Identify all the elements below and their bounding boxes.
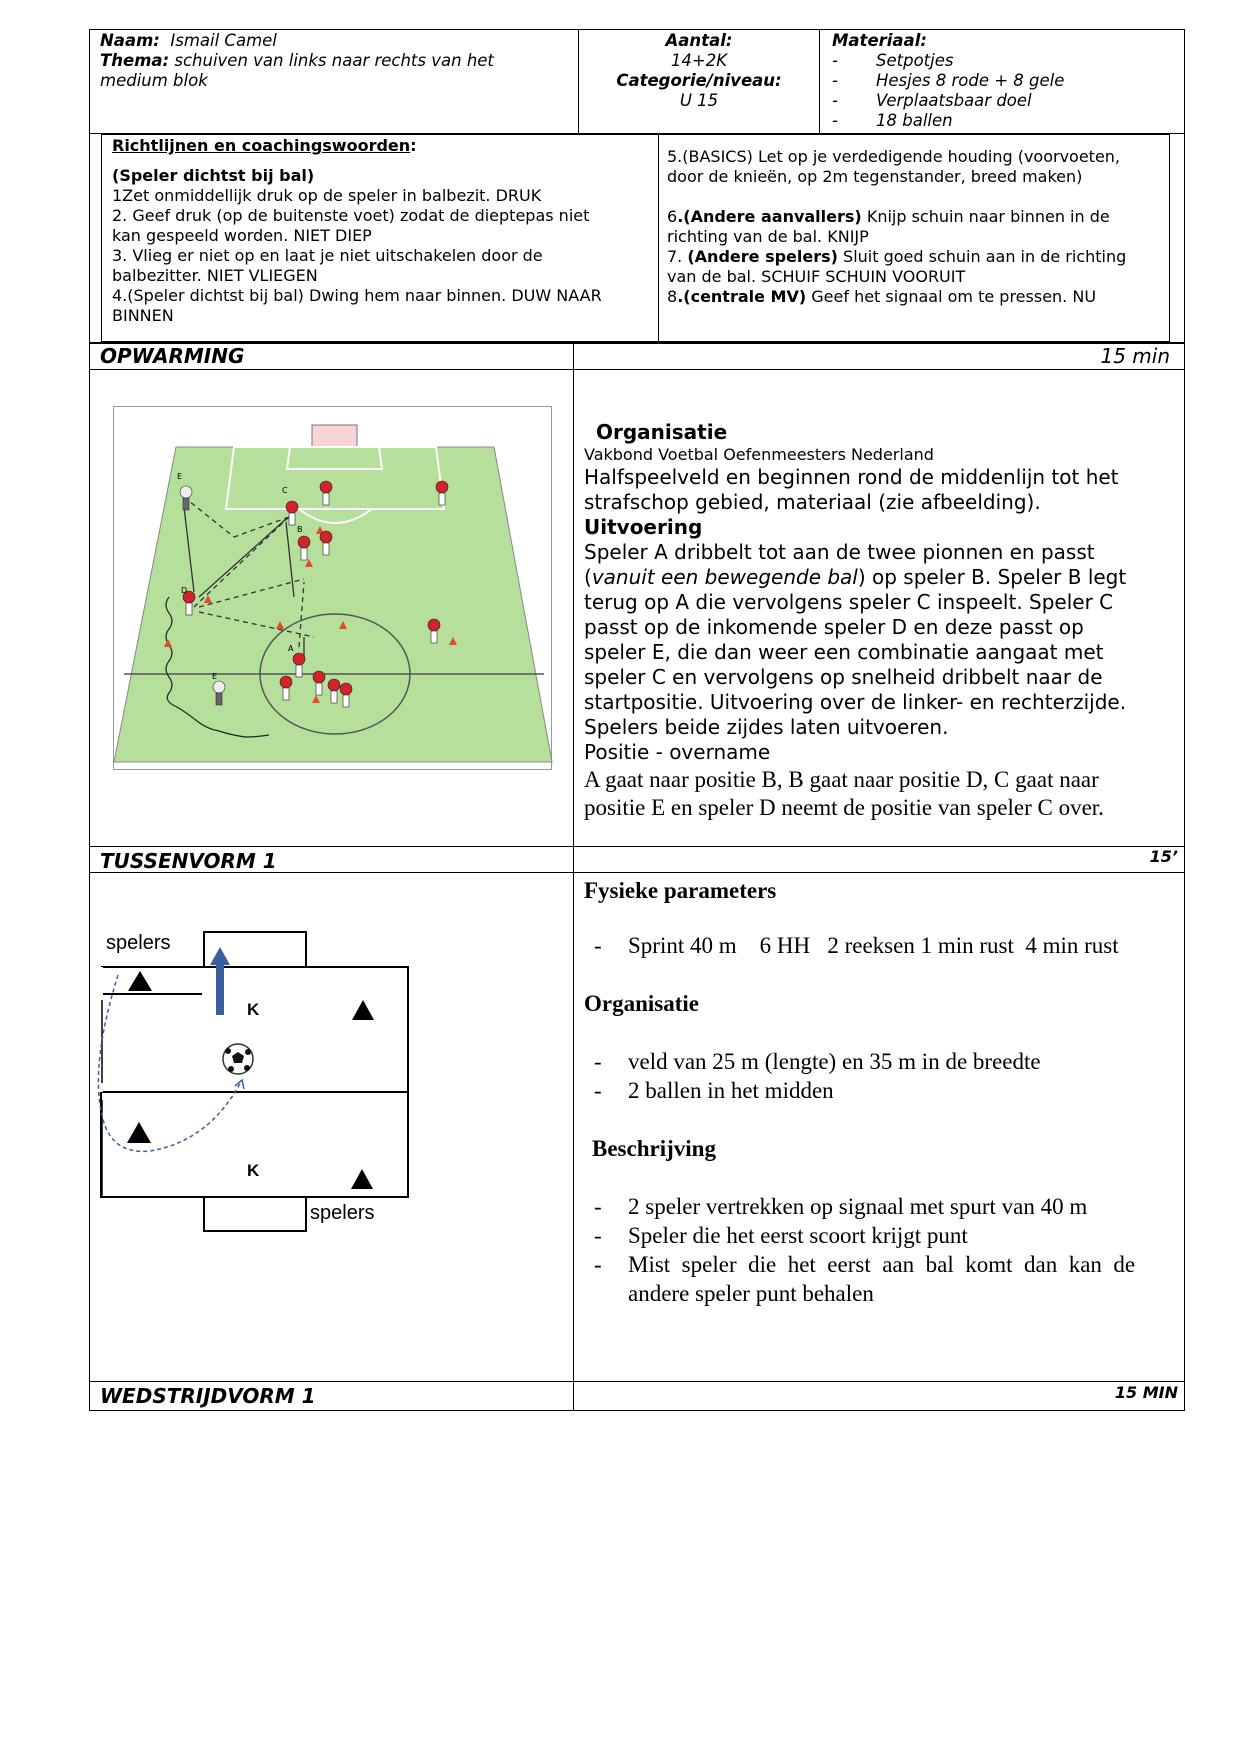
field-label: B	[297, 525, 303, 534]
beschrijving-item: - 2 speler vertrekken op signaal met spurt van 40 m	[594, 1194, 1088, 1219]
richtlijn-5b: door de knieën, op 2m tegenstander, breed maken)	[667, 167, 1083, 186]
k-top-label: K	[247, 1000, 260, 1019]
aantal-block	[579, 31, 819, 111]
opwarming-uit-line: terug op A die vervolgens speler C inspeelt. Speler C	[584, 590, 1114, 614]
opwarming-org-sub: Vakbond Voetbal Oefenmeesters Nederland	[584, 445, 934, 464]
organisatie-item: - veld van 25 m (lengte) en 35 m in de breedte	[594, 1049, 1041, 1074]
richtlijnen-line: 4.(Speler dichtst bij bal) Dwing hem naar binnen. DUW NAAR	[112, 286, 602, 305]
tussenvorm-field-svg	[90, 905, 570, 1245]
opwarming-uit-line: Spelers beide zijdes laten uitvoeren.	[584, 715, 949, 739]
materiaal-block	[832, 31, 1182, 131]
naam-value: Ismail Camel	[170, 31, 277, 50]
opwarming-uit-title: Uitvoering	[584, 515, 703, 539]
opwarming-uit-line: Speler A dribbelt tot aan de twee pionnen en passt	[584, 540, 1095, 564]
tussenvorm-time: 15’	[1149, 847, 1178, 866]
field-label: E	[177, 472, 183, 481]
naam-label: Naam:	[100, 31, 160, 50]
beschrijving-item-cont: andere speler punt behalen	[628, 1281, 874, 1306]
richtlijnen-line: balbezitter. NIET VLIEGEN	[112, 266, 318, 285]
opwarming-uit-line: startpositie. Uitvoering over de linker- en rechterzijde.	[584, 690, 1127, 714]
opwarming-field-diagram	[114, 407, 553, 771]
richtlijn-6a: 6.(Andere aanvallers) Knijp schuin naar binnen in de	[667, 207, 1110, 226]
aantal-value: 14+2K	[670, 51, 728, 70]
thema-label: Thema:	[100, 51, 170, 70]
thema-value-cont: medium blok	[100, 71, 208, 90]
tussenvorm-diagram	[90, 905, 570, 1245]
richtlijn-6b: richting van de bal. KNIJP	[667, 227, 869, 246]
richtlijnen-sub: (Speler dichtst bij bal)	[112, 166, 315, 185]
wedstrijdvorm-time: 15 MIN	[1114, 1383, 1178, 1402]
organisatie-title: Organisatie	[584, 991, 699, 1016]
richtlijnen-line: 3. Vlieg er niet op en laat je niet uitschakelen door de	[112, 246, 543, 265]
categorie-label: Categorie/niveau:	[616, 71, 782, 90]
opwarming-uit-line: speler C en vervolgens op snelheid dribbelt naar de	[584, 665, 1103, 689]
beschrijving-title: Beschrijving	[592, 1136, 716, 1161]
fysieke-title: Fysieke parameters	[584, 878, 777, 903]
thema-value: schuiven van links naar rechts van het	[174, 51, 494, 70]
opwarming-positie: Positie - overname	[584, 740, 771, 764]
spelers-top-label: spelers	[106, 932, 171, 954]
richtlijn-5a: 5.(BASICS) Let op je verdedigende houding (voorvoeten,	[667, 147, 1121, 166]
organisatie-item: - 2 ballen in het midden	[594, 1078, 834, 1103]
materiaal-item: - Setpotjes	[832, 51, 954, 70]
richtlijnen-line: 2. Geef druk (op de buitenste voet) zodat de dieptepas niet	[112, 206, 590, 225]
opwarming-uit-line: passt op de inkomende speler D en deze passt op	[584, 615, 1084, 639]
opwarming-time: 15 min	[1100, 344, 1170, 368]
beschrijving-item: - Speler die het eerst scoort krijgt punt	[594, 1223, 968, 1248]
richtlijnen-right	[667, 147, 1172, 307]
main-grid-divider	[573, 342, 574, 1411]
richtlijn-7b: van de bal. SCHUIF SCHUIN VOORUIT	[667, 267, 966, 286]
richtlijnen-left: Richtlijnen en coachingswoorden: (Speler dichtst bij bal) 1Zet onmiddellijk druk op de speler in balbezit. DRUK 2. Geef druk (op de buitenste voet) zodat de dieptepas niet kan gespeeld worden. NIET DIEP 3. Vlieg er niet op en laat je niet uitschakelen door de balbezitter. NIET VLIEGEN 4.(Speler dichtst bij bal) Dwing hem naar binnen. DUW NAAR BINNEN	[112, 136, 657, 326]
opwarming-text	[584, 420, 1174, 822]
field-label: E	[212, 672, 218, 681]
goal	[312, 425, 357, 447]
aantal-label: Aantal:	[665, 31, 733, 50]
richtlijnen-title: Richtlijnen en coachingswoorden	[112, 136, 411, 155]
categorie-value: U 15	[679, 91, 719, 110]
richtlijnen-line: kan gespeeld worden. NIET DIEP	[112, 226, 372, 245]
field-grass	[114, 447, 552, 762]
materiaal-item: - Verplaatsbaar doel	[832, 91, 1032, 110]
wedstrijdvorm-title: WEDSTRIJDVORM 1	[100, 1384, 316, 1408]
opwarming-positie-line: positie E en speler D neemt de positie van speler C over.	[584, 795, 1104, 820]
tussenvorm-text	[584, 876, 1176, 1308]
field-label: A	[288, 644, 294, 653]
tussenvorm-title: TUSSENVORM 1	[100, 849, 277, 873]
richtlijn-8: 8.(centrale MV) Geef het signaal om te pressen. NU	[667, 287, 1097, 306]
materiaal-item: - Hesjes 8 rode + 8 gele	[832, 71, 1065, 90]
opwarming-org-line: Halfspeelveld en beginnen rond de middenlijn tot het	[584, 465, 1119, 489]
spelers-bottom-label: spelers	[310, 1202, 375, 1224]
opwarming-uit-line: (vanuit een bewegende bal) op speler B. Speler B legt	[584, 565, 1127, 589]
fysieke-item: - Sprint 40 m 6 HH 2 reeksen 1 min rust 4 min rust	[594, 933, 1119, 958]
naam-block	[100, 31, 570, 91]
opwarming-org-title: Organisatie	[596, 420, 728, 444]
materiaal-label: Materiaal:	[832, 31, 927, 50]
field-label: D	[181, 586, 188, 595]
opwarming-field-frame	[113, 406, 552, 770]
k-bottom-label: K	[247, 1161, 260, 1180]
header-divider-2	[819, 29, 820, 134]
materiaal-item: - 18 ballen	[832, 111, 953, 130]
richtlijn-7a: 7. (Andere spelers) Sluit goed schuin aan in de richting	[667, 247, 1127, 266]
beschrijving-item: - Mist speler die het eerst aan bal komt dan kan de	[594, 1252, 1136, 1277]
field-label: C	[282, 486, 288, 495]
opwarming-uit-line: speler E, die dan weer een combinatie aangaat met	[584, 640, 1104, 664]
richtlijnen-line: 1Zet onmiddellijk druk op de speler in balbezit. DRUK	[112, 186, 542, 205]
opwarming-title: OPWARMING	[100, 344, 245, 368]
richtlijnen-line: BINNEN	[112, 306, 174, 325]
opwarming-positie-line: A gaat naar positie B, B gaat naar positie D, C gaat naar	[584, 767, 1099, 792]
opwarming-org-line: strafschop gebied, materiaal (zie afbeelding).	[584, 490, 1041, 514]
